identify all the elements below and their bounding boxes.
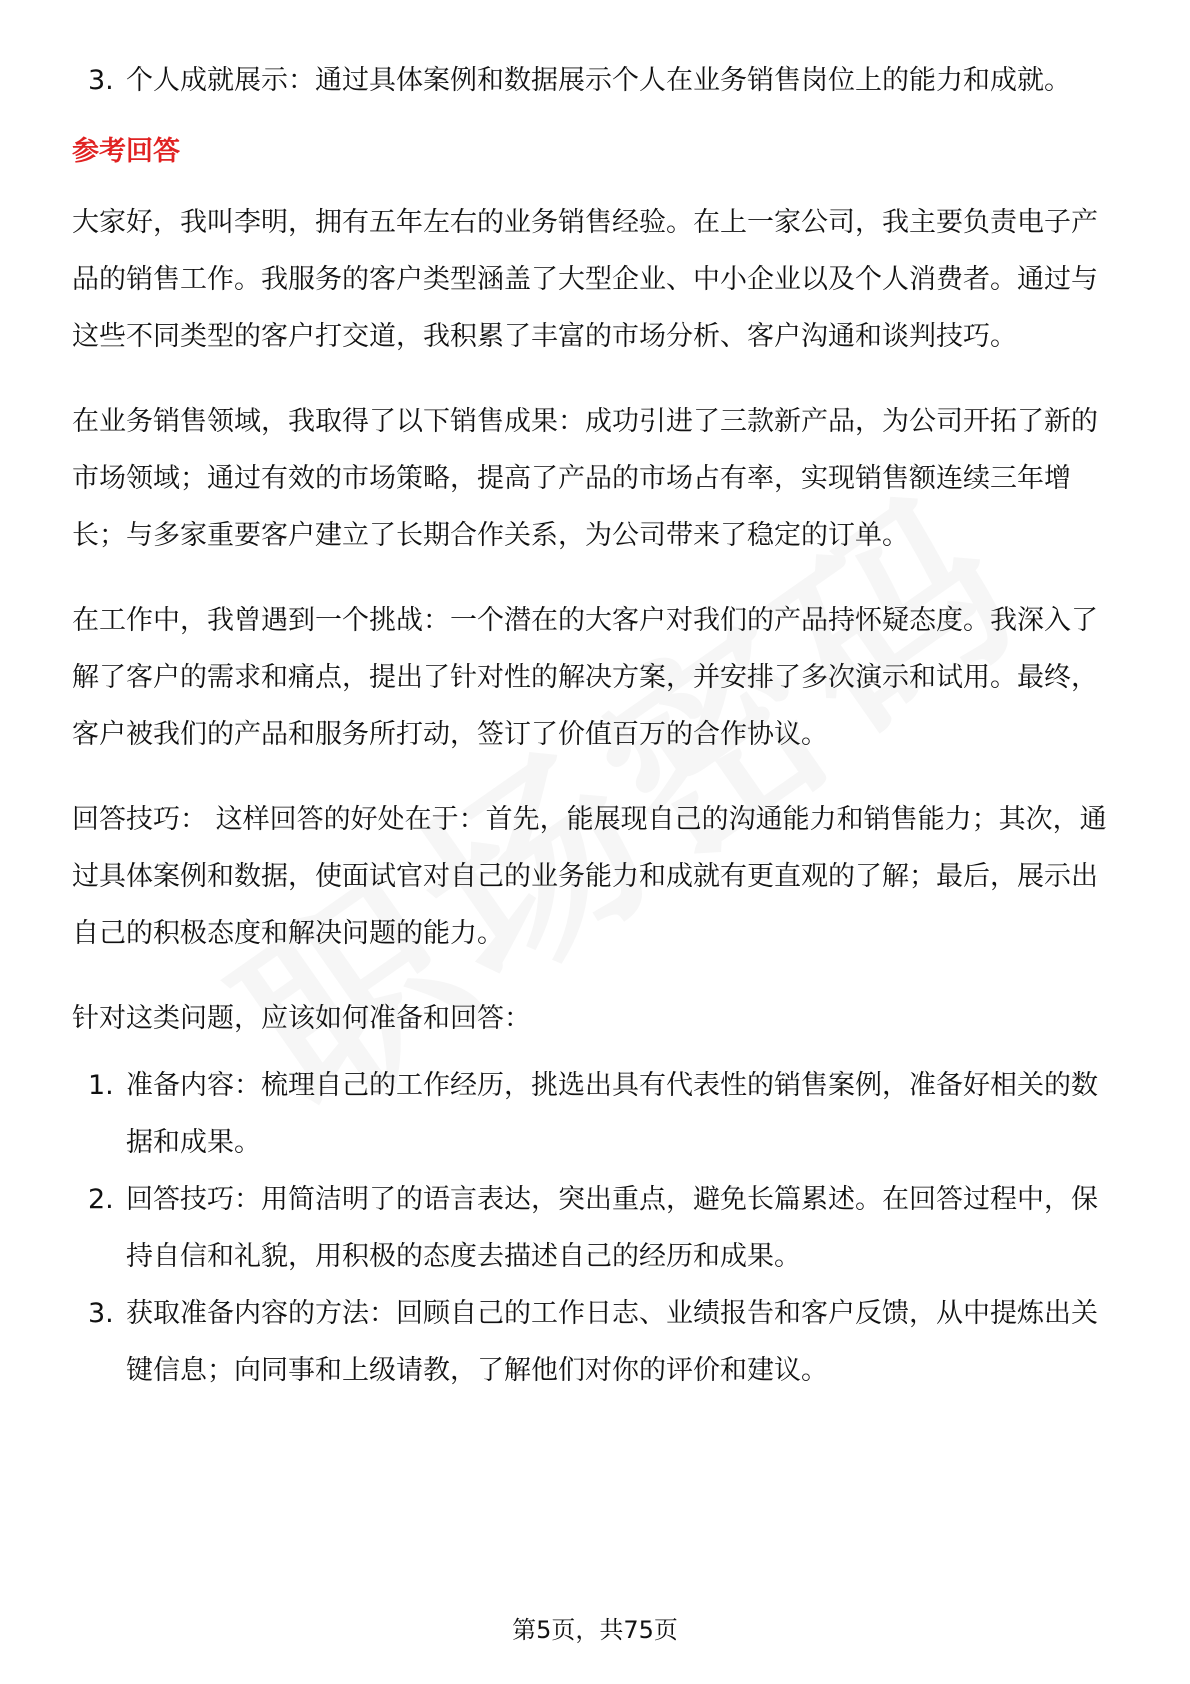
list-number: 3. [88,65,114,96]
paragraph-intro: 大家好，我叫李明，拥有五年左右的业务销售经验。在上一家公司，我主要负责电子产品的销售工作。我服务的客户类型涵盖了大型企业、中小企业以及个人消费者。通过与这些不同类型的客户打交道，我积累了丰富的市场分析、客户沟通和谈判技巧。 [72,207,1098,352]
tips-list [72,1057,1117,1399]
list-item [72,1285,1117,1399]
list-item [72,1057,1117,1171]
section-title: 参考回答 [72,136,180,167]
list-item-text: 回答技巧：用简洁明了的语言表达，突出重点，避免长篇累述。在回答过程中，保持自信和礼貌，用积极的态度去描述自己的经历和成果。 [126,1184,1098,1272]
paragraph-achievements: 在业务销售领域，我取得了以下销售成果：成功引进了三款新产品，为公司开拓了新的市场领域；通过有效的市场策略，提高了产品的市场占有率，实现销售额连续三年增长；与多家重要客户建立了长期合作关系，为公司带来了稳定的订单。 [72,406,1098,551]
intro-list [72,52,1117,109]
list-number: 1. [88,1070,114,1101]
paragraph-prepare-heading: 针对这类问题，应该如何准备和回答： [72,1003,531,1034]
list-number: 2. [88,1184,114,1215]
paragraph-challenge: 在工作中，我曾遇到一个挑战：一个潜在的大客户对我们的产品持怀疑态度。我深入了解了客户的需求和痛点，提出了针对性的解决方案，并安排了多次演示和试用。最终，客户被我们的产品和服务所打动，签订了价值百万的合作协议。 [72,605,1098,750]
list-number: 3. [88,1298,114,1329]
paragraph-tips: 回答技巧： 这样回答的好处在于：首先，能展现自己的沟通能力和销售能力；其次，通过具体案例和数据，使面试官对自己的业务能力和成就有更直观的了解；最后，展示出自己的积极态度和解决问题的能力。 [72,804,1107,949]
page-content [72,52,1117,1399]
list-item [72,52,1117,109]
list-item [72,1171,1117,1285]
list-item-text: 获取准备内容的方法：回顾自己的工作日志、业绩报告和客户反馈，从中提炼出关键信息；向同事和上级请教，了解他们对你的评价和建议。 [126,1298,1098,1386]
list-item-text: 准备内容：梳理自己的工作经历，挑选出具有代表性的销售案例，准备好相关的数据和成果。 [126,1070,1098,1158]
page-number-footer: 第5页，共75页 [512,1616,678,1644]
list-item-text: 个人成就展示：通过具体案例和数据展示个人在业务销售岗位上的能力和成就。 [126,65,1071,96]
